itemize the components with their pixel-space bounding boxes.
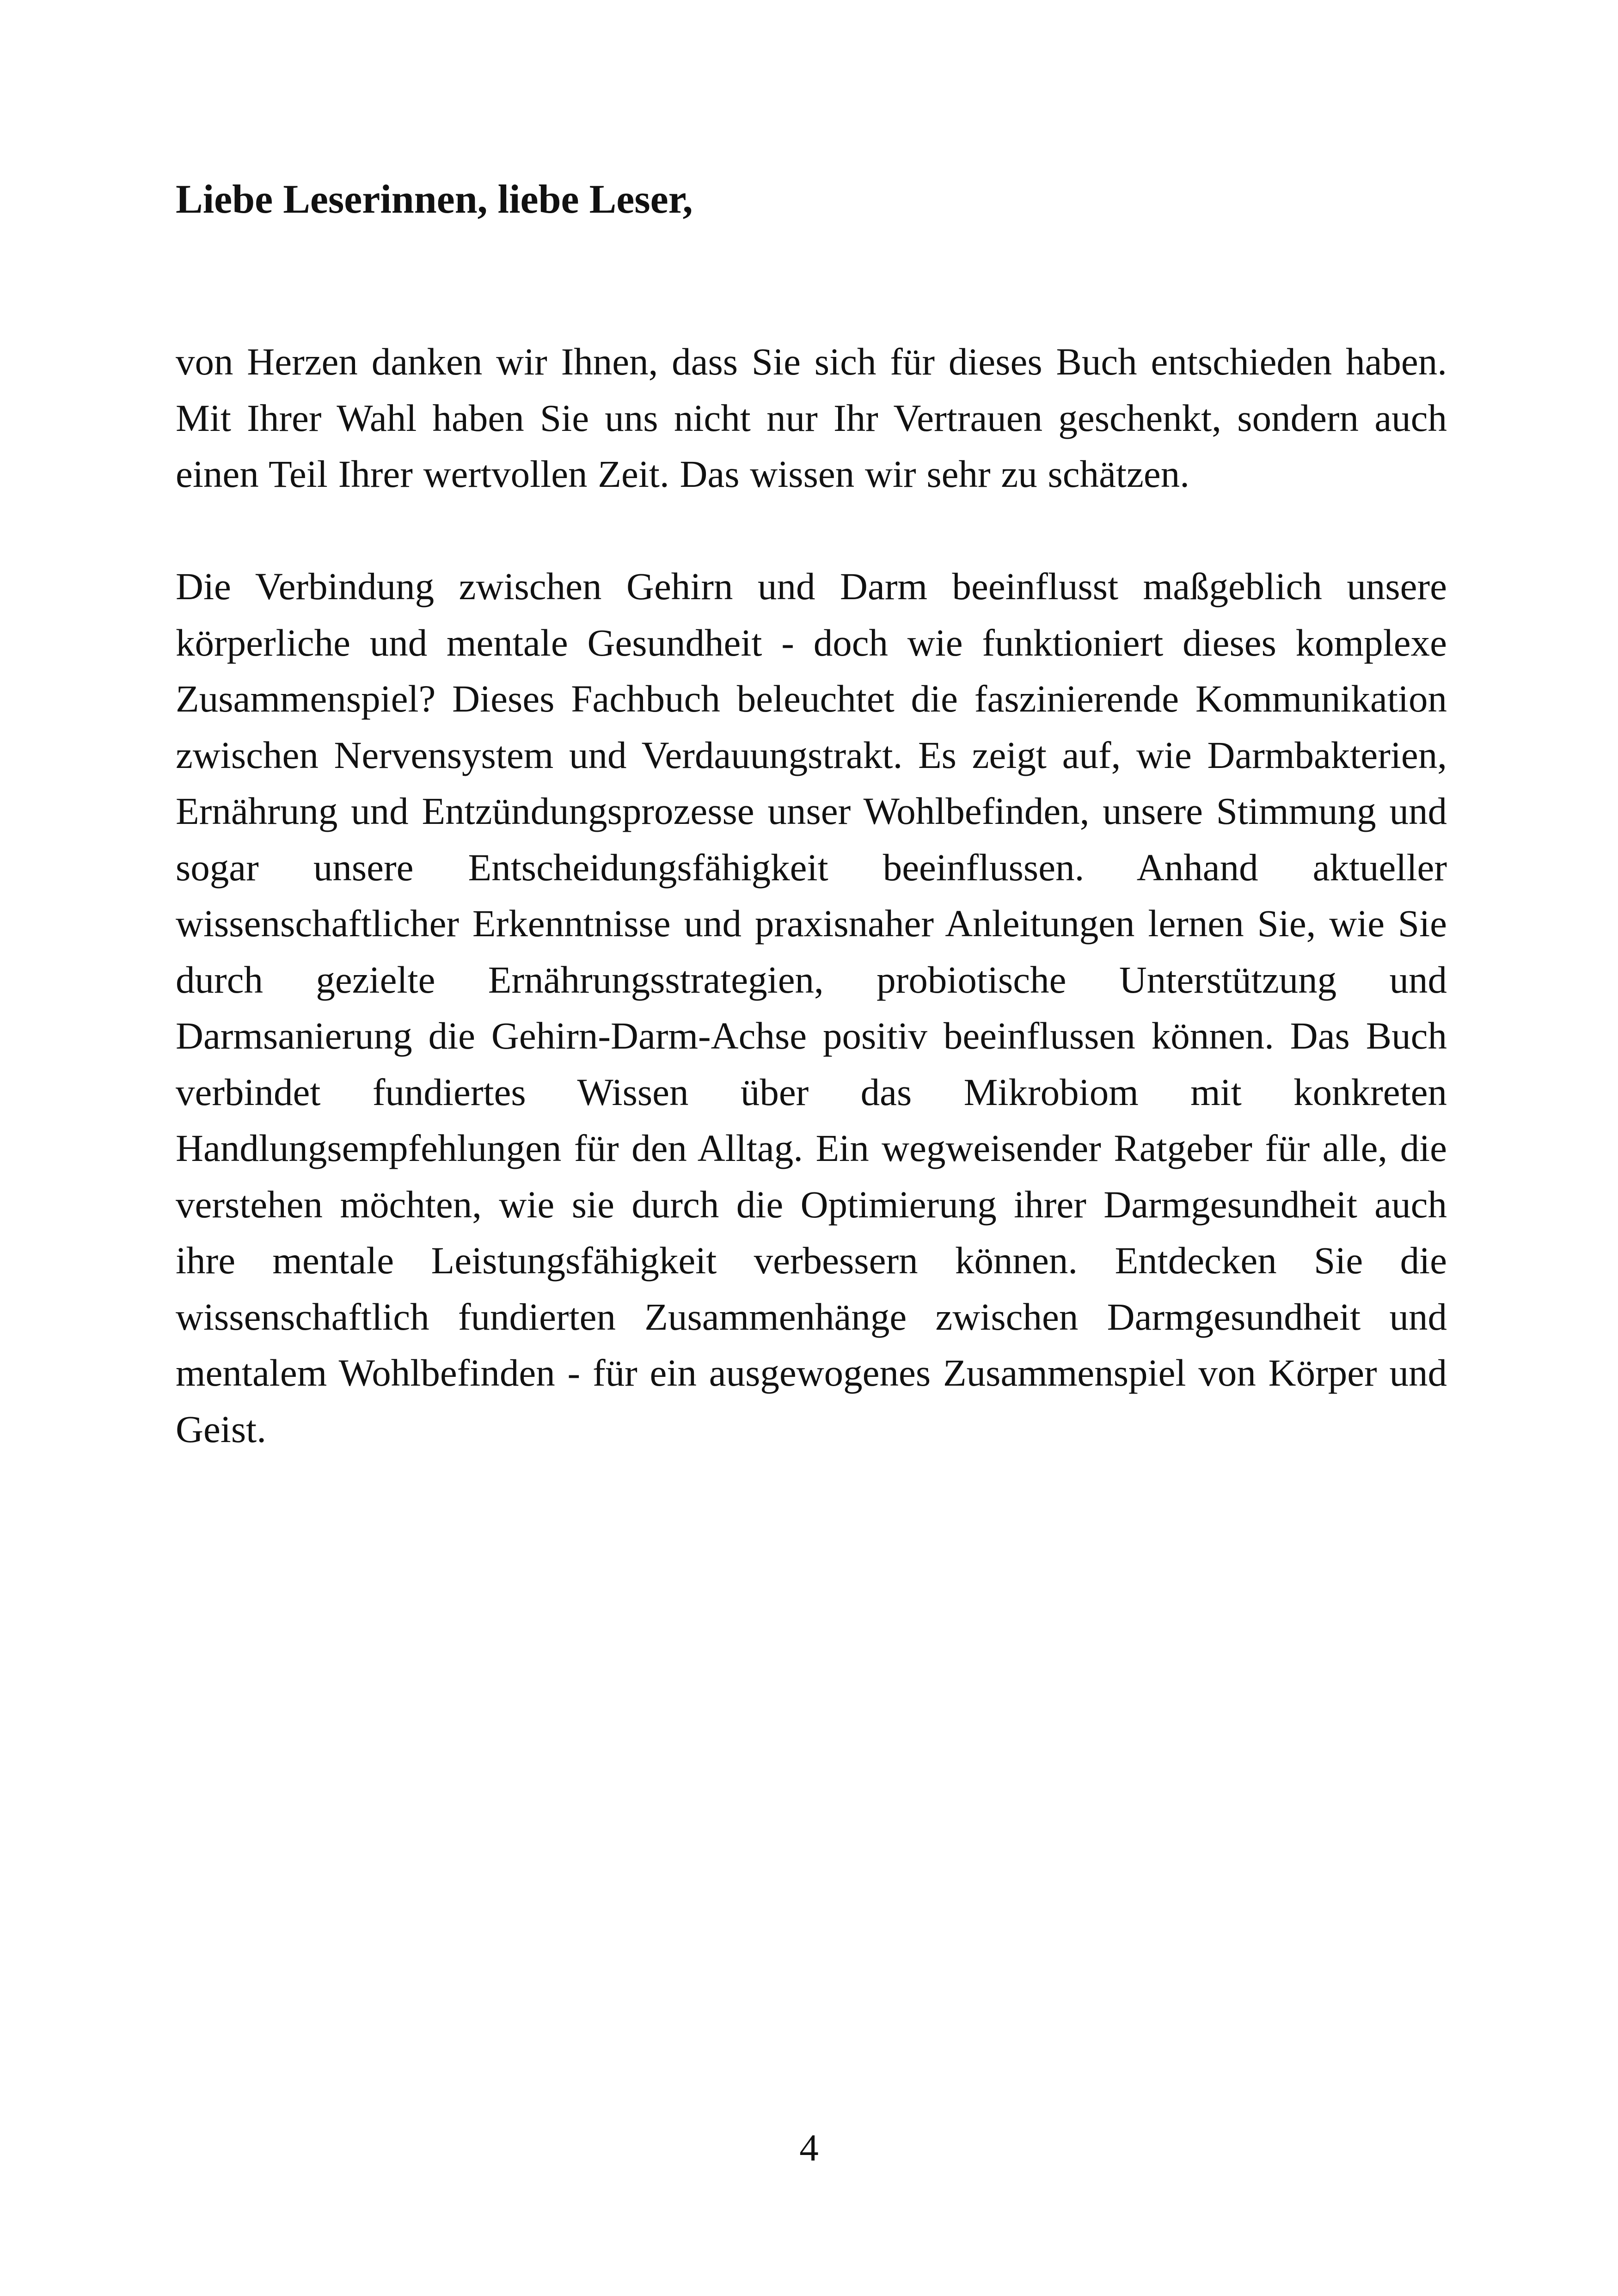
page-number: 4: [799, 2126, 819, 2169]
paragraph-thanks: von Herzen danken wir Ihnen, dass Sie sich für dieses Buch entschieden haben. Mit Ihrer Wahl haben Sie uns nicht nur Ihr Vertrauen geschenkt, sondern auch einen Teil Ihrer wertvollen Zeit. Das wissen wir sehr zu schätzen.: [176, 340, 1447, 495]
paragraph-book-description: Die Verbindung zwischen Gehirn und Darm beeinflusst maßgeblich unsere körperliche und mentale Gesundheit - doch wie funktioniert dieses komplexe Zusammenspiel? Dieses Fachbuch beleuchtet die faszinierende Kommunikation zwischen Nervensystem und Verdauungstrakt. Es zeigt auf, wie Darmbakterien, Ernährung und Entzündungsprozesse unser Wohlbefinden, unsere Stimmung und sogar unsere Entscheidungsfähigkeit beeinflussen. Anhand aktueller wissenschaftlicher Erkenntnisse und praxisnaher Anleitungen lernen Sie, wie Sie durch gezielte Ernährungsstrategien, probiotische Unterstützung und Darmsanierung die Gehirn-Darm-Achse positiv beeinflussen können. Das Buch verbindet fundiertes Wissen über das Mikrobiom mit konkreten Handlungsempfehlungen für den Alltag. Ein wegweisender Ratgeber für alle, die verstehen möchten, wie sie durch die Optimierung ihrer Darmgesundheit auch ihre mentale Leistungsfähigkeit verbessern können. Entdecken Sie die wissenschaftlich fundierten Zusammenhänge zwischen Darmgesundheit und mentalem Wohlbefinden - für ein ausgewogenes Zusammenspiel von Körper und Geist.: [176, 565, 1447, 1450]
body-text: [176, 334, 1447, 1457]
salutation-heading: Liebe Leserinnen, liebe Leser,: [176, 177, 693, 222]
